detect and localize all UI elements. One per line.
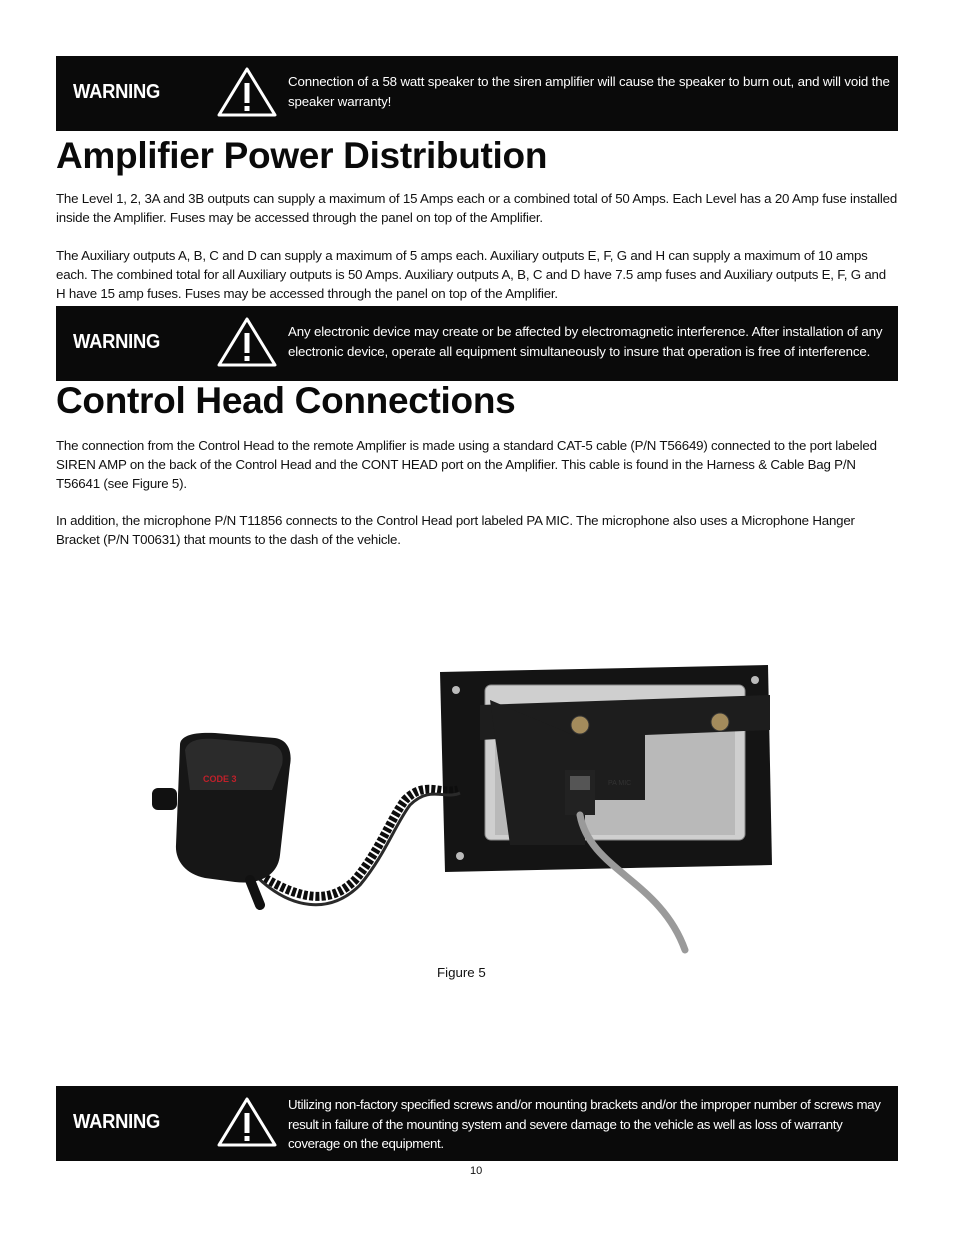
warning-triangle-icon: [216, 316, 278, 368]
microphone: [152, 733, 291, 905]
coiled-mic-cord: [260, 789, 458, 896]
warning-label: WARNING: [73, 331, 160, 353]
mic-brand-logo: CODE 3: [203, 774, 237, 784]
warning-label: WARNING: [73, 1111, 160, 1133]
warning-box-1: [56, 56, 898, 131]
warning-box-3: [56, 1086, 898, 1161]
warning-text: Any electronic device may create or be affected by electromagnetic interference. After installation of any electronic device, operate all equipment simultaneously to insure that operation is free of interference.: [288, 324, 883, 359]
warning-triangle-icon: [216, 66, 278, 118]
page-number: 10: [470, 1165, 483, 1177]
warning-text: Connection of a 58 watt speaker to the siren amplifier will cause the speaker to burn out, and will void the speaker warranty!: [288, 74, 890, 109]
warning-label: WARNING: [73, 81, 160, 103]
paragraph-microphone: In addition, the microphone P/N T11856 connects to the Control Head port labeled PA MIC. The microphone also uses a Microphone Hanger Bracket (P/N T00631) that mounts to the dash of the vehicle.: [56, 513, 855, 547]
figure-5-photo: [140, 660, 780, 955]
section-title-control-head: Control Head Connections: [56, 380, 516, 421]
warning-text: Utilizing non-factory specified screws and/or mounting brackets and/or the improper number of screws may result in failure of the mounting system and severe damage to the vehicle as well as loss of warranty coverage on the equipment.: [288, 1097, 881, 1151]
paragraph-levels: The Level 1, 2, 3A and 3B outputs can supply a maximum of 15 Amps each or a combined total of 50 Amps. Each Level has a 20 Amp fuse installed inside the Amplifier. Fuses may be accessed through the panel on top of the Amplifier.: [56, 191, 898, 225]
paragraph-auxiliary: The Auxiliary outputs A, B, C and D can supply a maximum of 5 amps each. Auxiliary outputs E, F, G and H can supply a maximum of 10 amps each. The combined total for all Auxiliary outputs is 50 Amps. Auxiliary outputs A, B, C and D have 7.5 amp fuses and Auxiliary outputs E, F, G and H have 15 amp fuses. Fuses may be accessed through the panel on top of the Amplifier.: [56, 248, 886, 301]
figure-caption: Figure 5: [437, 965, 486, 980]
paragraph-cat5-connection: The connection from the Control Head to the remote Amplifier is made using a standard CAT-5 cable (P/N T56649) connected to the port labeled SIREN AMP on the back of the Control Head and the CONT HEAD port on the Amplifier. This cable is found in the Harness & Cable Bag P/N T56641 (see Figure 5).: [56, 438, 877, 491]
warning-triangle-icon: [216, 1096, 278, 1148]
section-title-amplifier-power: Amplifier Power Distribution: [56, 135, 548, 176]
warning-box-2: [56, 306, 898, 381]
port-label: PA MIC: [608, 780, 632, 787]
mic-ptt-button: [152, 788, 177, 810]
